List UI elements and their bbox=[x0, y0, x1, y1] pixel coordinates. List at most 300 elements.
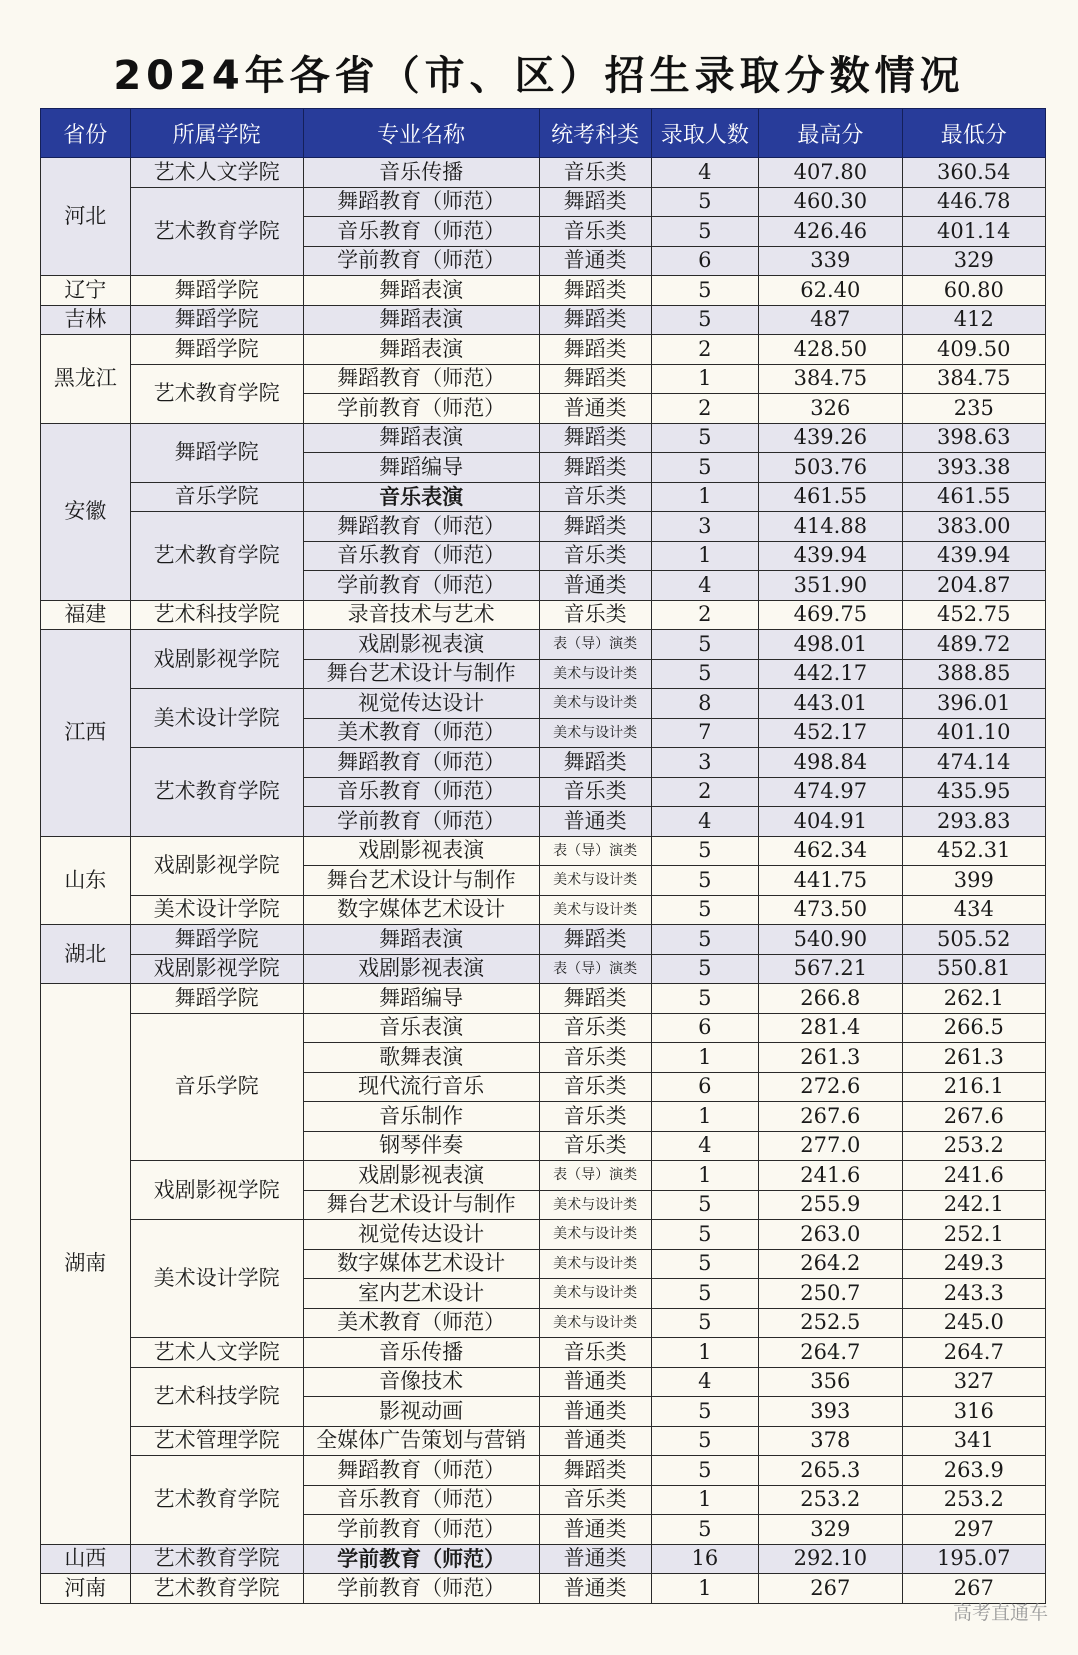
major-cell: 音乐教育（师范） bbox=[303, 541, 539, 571]
college-cell: 艺术教育学院 bbox=[130, 1456, 303, 1545]
highest-score-cell: 351.90 bbox=[759, 571, 902, 601]
major-cell: 音乐制作 bbox=[303, 1102, 539, 1132]
highest-score-cell: 407.80 bbox=[759, 158, 902, 188]
admitted-count-cell: 5 bbox=[651, 1426, 759, 1456]
admitted-count-cell: 2 bbox=[651, 335, 759, 365]
major-cell: 舞蹈编导 bbox=[303, 453, 539, 483]
admission-scores-table bbox=[40, 108, 1046, 1604]
admitted-count-cell: 5 bbox=[651, 1190, 759, 1220]
college-cell: 舞蹈学院 bbox=[130, 423, 303, 482]
table-row bbox=[41, 423, 1046, 453]
college-cell: 舞蹈学院 bbox=[130, 984, 303, 1014]
lowest-score-cell: 384.75 bbox=[902, 364, 1045, 394]
highest-score-cell: 339 bbox=[759, 246, 902, 276]
highest-score-cell: 426.46 bbox=[759, 217, 902, 247]
table-row bbox=[41, 1544, 1046, 1574]
major-cell: 钢琴伴奏 bbox=[303, 1131, 539, 1161]
lowest-score-cell: 435.95 bbox=[902, 777, 1045, 807]
lowest-score-cell: 388.85 bbox=[902, 659, 1045, 689]
admitted-count-cell: 5 bbox=[651, 659, 759, 689]
lowest-score-cell: 293.83 bbox=[902, 807, 1045, 837]
admitted-count-cell: 6 bbox=[651, 1013, 759, 1043]
college-cell: 美术设计学院 bbox=[130, 1220, 303, 1338]
exam-category-cell: 表（导）演类 bbox=[539, 954, 651, 984]
admitted-count-cell: 1 bbox=[651, 482, 759, 512]
college-cell: 美术设计学院 bbox=[130, 895, 303, 925]
lowest-score-cell: 439.94 bbox=[902, 541, 1045, 571]
lowest-score-cell: 329 bbox=[902, 246, 1045, 276]
admitted-count-cell: 1 bbox=[651, 1102, 759, 1132]
exam-category-cell: 舞蹈类 bbox=[539, 423, 651, 453]
lowest-score-cell: 341 bbox=[902, 1426, 1045, 1456]
major-cell: 现代流行音乐 bbox=[303, 1072, 539, 1102]
table-row bbox=[41, 1338, 1046, 1368]
college-cell: 音乐学院 bbox=[130, 482, 303, 512]
college-cell: 艺术科技学院 bbox=[130, 1367, 303, 1426]
province-cell: 山西 bbox=[41, 1544, 131, 1574]
admitted-count-cell: 5 bbox=[651, 984, 759, 1014]
highest-score-cell: 264.7 bbox=[759, 1338, 902, 1368]
lowest-score-cell: 327 bbox=[902, 1367, 1045, 1397]
lowest-score-cell: 252.1 bbox=[902, 1220, 1045, 1250]
major-cell: 全媒体广告策划与营销 bbox=[303, 1426, 539, 1456]
major-cell: 录音技术与艺术 bbox=[303, 600, 539, 630]
admitted-count-cell: 5 bbox=[651, 1456, 759, 1486]
highest-score-cell: 474.97 bbox=[759, 777, 902, 807]
admitted-count-cell: 7 bbox=[651, 718, 759, 748]
lowest-score-cell: 401.14 bbox=[902, 217, 1045, 247]
lowest-score-cell: 409.50 bbox=[902, 335, 1045, 365]
major-cell: 舞蹈教育（师范） bbox=[303, 748, 539, 778]
highest-score-cell: 267.6 bbox=[759, 1102, 902, 1132]
major-cell: 音乐教育（师范） bbox=[303, 217, 539, 247]
major-cell: 舞蹈表演 bbox=[303, 925, 539, 955]
major-cell: 舞蹈教育（师范） bbox=[303, 187, 539, 217]
exam-category-cell: 音乐类 bbox=[539, 217, 651, 247]
highest-score-cell: 250.7 bbox=[759, 1279, 902, 1309]
admitted-count-cell: 4 bbox=[651, 571, 759, 601]
admitted-count-cell: 5 bbox=[651, 1220, 759, 1250]
major-cell: 音乐表演 bbox=[303, 1013, 539, 1043]
table-row bbox=[41, 158, 1046, 188]
admitted-count-cell: 3 bbox=[651, 512, 759, 542]
college-cell: 音乐学院 bbox=[130, 1013, 303, 1161]
highest-score-cell: 443.01 bbox=[759, 689, 902, 719]
lowest-score-cell: 412 bbox=[902, 305, 1045, 335]
table-row bbox=[41, 1220, 1046, 1250]
exam-category-cell: 美术与设计类 bbox=[539, 1279, 651, 1309]
exam-category-cell: 普通类 bbox=[539, 1397, 651, 1427]
highest-score-cell: 255.9 bbox=[759, 1190, 902, 1220]
table-row bbox=[41, 1574, 1046, 1604]
admitted-count-cell: 5 bbox=[651, 866, 759, 896]
highest-score-cell: 441.75 bbox=[759, 866, 902, 896]
lowest-score-cell: 452.75 bbox=[902, 600, 1045, 630]
table-row bbox=[41, 512, 1046, 542]
table-row bbox=[41, 954, 1046, 984]
table-row bbox=[41, 600, 1046, 630]
table-row bbox=[41, 187, 1046, 217]
highest-score-cell: 498.01 bbox=[759, 630, 902, 660]
admitted-count-cell: 4 bbox=[651, 158, 759, 188]
exam-category-cell: 美术与设计类 bbox=[539, 1220, 651, 1250]
exam-category-cell: 舞蹈类 bbox=[539, 187, 651, 217]
highest-score-cell: 452.17 bbox=[759, 718, 902, 748]
exam-category-cell: 舞蹈类 bbox=[539, 276, 651, 306]
highest-score-cell: 378 bbox=[759, 1426, 902, 1456]
exam-category-cell: 舞蹈类 bbox=[539, 748, 651, 778]
college-cell: 美术设计学院 bbox=[130, 689, 303, 748]
exam-category-cell: 普通类 bbox=[539, 394, 651, 424]
admitted-count-cell: 16 bbox=[651, 1544, 759, 1574]
table-row bbox=[41, 836, 1046, 866]
college-cell: 艺术教育学院 bbox=[130, 187, 303, 276]
table-row bbox=[41, 482, 1046, 512]
college-cell: 艺术教育学院 bbox=[130, 1544, 303, 1574]
admitted-count-cell: 5 bbox=[651, 276, 759, 306]
admitted-count-cell: 5 bbox=[651, 954, 759, 984]
highest-score-cell: 487 bbox=[759, 305, 902, 335]
table-row bbox=[41, 925, 1046, 955]
province-cell: 湖北 bbox=[41, 925, 131, 984]
major-cell: 学前教育（师范） bbox=[303, 1574, 539, 1604]
lowest-score-cell: 242.1 bbox=[902, 1190, 1045, 1220]
header-highest-score: 最高分 bbox=[759, 109, 902, 158]
lowest-score-cell: 60.80 bbox=[902, 276, 1045, 306]
exam-category-cell: 音乐类 bbox=[539, 1102, 651, 1132]
major-cell: 室内艺术设计 bbox=[303, 1279, 539, 1309]
header-lowest-score: 最低分 bbox=[902, 109, 1045, 158]
admitted-count-cell: 6 bbox=[651, 246, 759, 276]
lowest-score-cell: 446.78 bbox=[902, 187, 1045, 217]
watermark: 高考直通车 bbox=[952, 1602, 1048, 1624]
province-cell: 山东 bbox=[41, 836, 131, 925]
lowest-score-cell: 399 bbox=[902, 866, 1045, 896]
exam-category-cell: 音乐类 bbox=[539, 1013, 651, 1043]
exam-category-cell: 美术与设计类 bbox=[539, 659, 651, 689]
admitted-count-cell: 1 bbox=[651, 1043, 759, 1073]
admitted-count-cell: 5 bbox=[651, 1279, 759, 1309]
major-cell: 学前教育（师范） bbox=[303, 807, 539, 837]
college-cell: 戏剧影视学院 bbox=[130, 954, 303, 984]
exam-category-cell: 美术与设计类 bbox=[539, 1249, 651, 1279]
province-cell: 黑龙江 bbox=[41, 335, 131, 424]
lowest-score-cell: 245.0 bbox=[902, 1308, 1045, 1338]
exam-category-cell: 普通类 bbox=[539, 1515, 651, 1545]
lowest-score-cell: 195.07 bbox=[902, 1544, 1045, 1574]
lowest-score-cell: 316 bbox=[902, 1397, 1045, 1427]
college-cell: 艺术科技学院 bbox=[130, 600, 303, 630]
major-cell: 音像技术 bbox=[303, 1367, 539, 1397]
admitted-count-cell: 8 bbox=[651, 689, 759, 719]
lowest-score-cell: 550.81 bbox=[902, 954, 1045, 984]
highest-score-cell: 503.76 bbox=[759, 453, 902, 483]
highest-score-cell: 281.4 bbox=[759, 1013, 902, 1043]
major-cell: 舞蹈表演 bbox=[303, 423, 539, 453]
admitted-count-cell: 1 bbox=[651, 1161, 759, 1191]
lowest-score-cell: 266.5 bbox=[902, 1013, 1045, 1043]
lowest-score-cell: 505.52 bbox=[902, 925, 1045, 955]
major-cell: 舞蹈教育（师范） bbox=[303, 364, 539, 394]
exam-category-cell: 普通类 bbox=[539, 1426, 651, 1456]
highest-score-cell: 404.91 bbox=[759, 807, 902, 837]
table-row bbox=[41, 1456, 1046, 1486]
lowest-score-cell: 243.3 bbox=[902, 1279, 1045, 1309]
table-row bbox=[41, 689, 1046, 719]
college-cell: 戏剧影视学院 bbox=[130, 1161, 303, 1220]
major-cell: 音乐教育（师范） bbox=[303, 1485, 539, 1515]
lowest-score-cell: 396.01 bbox=[902, 689, 1045, 719]
highest-score-cell: 384.75 bbox=[759, 364, 902, 394]
highest-score-cell: 252.5 bbox=[759, 1308, 902, 1338]
lowest-score-cell: 297 bbox=[902, 1515, 1045, 1545]
exam-category-cell: 舞蹈类 bbox=[539, 305, 651, 335]
exam-category-cell: 普通类 bbox=[539, 246, 651, 276]
major-cell: 舞蹈编导 bbox=[303, 984, 539, 1014]
province-cell: 湖南 bbox=[41, 984, 131, 1545]
table-row bbox=[41, 276, 1046, 306]
admitted-count-cell: 1 bbox=[651, 1485, 759, 1515]
lowest-score-cell: 434 bbox=[902, 895, 1045, 925]
highest-score-cell: 540.90 bbox=[759, 925, 902, 955]
major-cell: 视觉传达设计 bbox=[303, 1220, 539, 1250]
major-cell: 学前教育（师范） bbox=[303, 571, 539, 601]
province-cell: 河北 bbox=[41, 158, 131, 276]
admitted-count-cell: 4 bbox=[651, 807, 759, 837]
table-row bbox=[41, 335, 1046, 365]
table-header-row bbox=[41, 109, 1046, 158]
major-cell: 舞台艺术设计与制作 bbox=[303, 659, 539, 689]
highest-score-cell: 263.0 bbox=[759, 1220, 902, 1250]
exam-category-cell: 音乐类 bbox=[539, 1043, 651, 1073]
exam-category-cell: 音乐类 bbox=[539, 600, 651, 630]
major-cell: 舞蹈教育（师范） bbox=[303, 512, 539, 542]
exam-category-cell: 表（导）演类 bbox=[539, 1161, 651, 1191]
exam-category-cell: 美术与设计类 bbox=[539, 1190, 651, 1220]
major-cell: 音乐传播 bbox=[303, 1338, 539, 1368]
header-exam-category: 统考科类 bbox=[539, 109, 651, 158]
highest-score-cell: 62.40 bbox=[759, 276, 902, 306]
major-cell: 影视动画 bbox=[303, 1397, 539, 1427]
lowest-score-cell: 216.1 bbox=[902, 1072, 1045, 1102]
college-cell: 戏剧影视学院 bbox=[130, 630, 303, 689]
lowest-score-cell: 261.3 bbox=[902, 1043, 1045, 1073]
exam-category-cell: 音乐类 bbox=[539, 158, 651, 188]
exam-category-cell: 普通类 bbox=[539, 807, 651, 837]
major-cell: 美术教育（师范） bbox=[303, 1308, 539, 1338]
exam-category-cell: 音乐类 bbox=[539, 1485, 651, 1515]
major-cell: 学前教育（师范） bbox=[303, 1515, 539, 1545]
table-row bbox=[41, 1013, 1046, 1043]
major-cell: 戏剧影视表演 bbox=[303, 1161, 539, 1191]
highest-score-cell: 277.0 bbox=[759, 1131, 902, 1161]
lowest-score-cell: 398.63 bbox=[902, 423, 1045, 453]
lowest-score-cell: 461.55 bbox=[902, 482, 1045, 512]
admitted-count-cell: 5 bbox=[651, 1397, 759, 1427]
exam-category-cell: 音乐类 bbox=[539, 482, 651, 512]
highest-score-cell: 460.30 bbox=[759, 187, 902, 217]
admitted-count-cell: 4 bbox=[651, 1131, 759, 1161]
major-cell: 舞蹈教育（师范） bbox=[303, 1456, 539, 1486]
highest-score-cell: 439.26 bbox=[759, 423, 902, 453]
college-cell: 艺术管理学院 bbox=[130, 1426, 303, 1456]
admitted-count-cell: 5 bbox=[651, 453, 759, 483]
highest-score-cell: 428.50 bbox=[759, 335, 902, 365]
table-row bbox=[41, 1161, 1046, 1191]
college-cell: 戏剧影视学院 bbox=[130, 836, 303, 895]
exam-category-cell: 舞蹈类 bbox=[539, 925, 651, 955]
college-cell: 艺术教育学院 bbox=[130, 364, 303, 423]
admitted-count-cell: 2 bbox=[651, 394, 759, 424]
table-row bbox=[41, 364, 1046, 394]
admitted-count-cell: 5 bbox=[651, 187, 759, 217]
major-cell: 数字媒体艺术设计 bbox=[303, 895, 539, 925]
lowest-score-cell: 253.2 bbox=[902, 1485, 1045, 1515]
lowest-score-cell: 235 bbox=[902, 394, 1045, 424]
lowest-score-cell: 262.1 bbox=[902, 984, 1045, 1014]
lowest-score-cell: 204.87 bbox=[902, 571, 1045, 601]
major-cell: 学前教育（师范） bbox=[303, 246, 539, 276]
exam-category-cell: 舞蹈类 bbox=[539, 512, 651, 542]
table-row bbox=[41, 1367, 1046, 1397]
lowest-score-cell: 401.10 bbox=[902, 718, 1045, 748]
exam-category-cell: 音乐类 bbox=[539, 1131, 651, 1161]
province-cell: 吉林 bbox=[41, 305, 131, 335]
highest-score-cell: 253.2 bbox=[759, 1485, 902, 1515]
highest-score-cell: 439.94 bbox=[759, 541, 902, 571]
exam-category-cell: 舞蹈类 bbox=[539, 364, 651, 394]
highest-score-cell: 326 bbox=[759, 394, 902, 424]
college-cell: 艺术教育学院 bbox=[130, 512, 303, 601]
major-cell: 音乐教育（师范） bbox=[303, 777, 539, 807]
lowest-score-cell: 267.6 bbox=[902, 1102, 1045, 1132]
highest-score-cell: 498.84 bbox=[759, 748, 902, 778]
table-row bbox=[41, 748, 1046, 778]
admitted-count-cell: 5 bbox=[651, 1249, 759, 1279]
province-cell: 安徽 bbox=[41, 423, 131, 600]
major-cell: 舞蹈表演 bbox=[303, 276, 539, 306]
college-cell: 舞蹈学院 bbox=[130, 305, 303, 335]
exam-category-cell: 舞蹈类 bbox=[539, 453, 651, 483]
college-cell: 艺术人文学院 bbox=[130, 158, 303, 188]
major-cell: 学前教育（师范） bbox=[303, 394, 539, 424]
table-row bbox=[41, 305, 1046, 335]
highest-score-cell: 329 bbox=[759, 1515, 902, 1545]
header-college: 所属学院 bbox=[130, 109, 303, 158]
highest-score-cell: 473.50 bbox=[759, 895, 902, 925]
exam-category-cell: 音乐类 bbox=[539, 1338, 651, 1368]
province-cell: 福建 bbox=[41, 600, 131, 630]
highest-score-cell: 567.21 bbox=[759, 954, 902, 984]
major-cell: 歌舞表演 bbox=[303, 1043, 539, 1073]
admitted-count-cell: 5 bbox=[651, 217, 759, 247]
exam-category-cell: 表（导）演类 bbox=[539, 630, 651, 660]
exam-category-cell: 美术与设计类 bbox=[539, 718, 651, 748]
admitted-count-cell: 1 bbox=[651, 1338, 759, 1368]
highest-score-cell: 393 bbox=[759, 1397, 902, 1427]
admitted-count-cell: 5 bbox=[651, 836, 759, 866]
college-cell: 舞蹈学院 bbox=[130, 276, 303, 306]
major-cell: 美术教育（师范） bbox=[303, 718, 539, 748]
lowest-score-cell: 249.3 bbox=[902, 1249, 1045, 1279]
admitted-count-cell: 5 bbox=[651, 895, 759, 925]
admitted-count-cell: 6 bbox=[651, 1072, 759, 1102]
highest-score-cell: 266.8 bbox=[759, 984, 902, 1014]
highest-score-cell: 292.10 bbox=[759, 1544, 902, 1574]
college-cell: 艺术人文学院 bbox=[130, 1338, 303, 1368]
lowest-score-cell: 267 bbox=[902, 1574, 1045, 1604]
lowest-score-cell: 253.2 bbox=[902, 1131, 1045, 1161]
highest-score-cell: 267 bbox=[759, 1574, 902, 1604]
major-cell: 学前教育（师范） bbox=[303, 1544, 539, 1574]
admitted-count-cell: 1 bbox=[651, 541, 759, 571]
admitted-count-cell: 5 bbox=[651, 1515, 759, 1545]
lowest-score-cell: 360.54 bbox=[902, 158, 1045, 188]
exam-category-cell: 舞蹈类 bbox=[539, 335, 651, 365]
major-cell: 舞蹈表演 bbox=[303, 305, 539, 335]
college-cell: 舞蹈学院 bbox=[130, 335, 303, 365]
highest-score-cell: 469.75 bbox=[759, 600, 902, 630]
major-cell: 音乐表演 bbox=[303, 482, 539, 512]
exam-category-cell: 美术与设计类 bbox=[539, 1308, 651, 1338]
lowest-score-cell: 263.9 bbox=[902, 1456, 1045, 1486]
highest-score-cell: 241.6 bbox=[759, 1161, 902, 1191]
major-cell: 音乐传播 bbox=[303, 158, 539, 188]
exam-category-cell: 普通类 bbox=[539, 1367, 651, 1397]
exam-category-cell: 舞蹈类 bbox=[539, 1456, 651, 1486]
highest-score-cell: 442.17 bbox=[759, 659, 902, 689]
lowest-score-cell: 452.31 bbox=[902, 836, 1045, 866]
lowest-score-cell: 474.14 bbox=[902, 748, 1045, 778]
province-cell: 江西 bbox=[41, 630, 131, 837]
lowest-score-cell: 393.38 bbox=[902, 453, 1045, 483]
admitted-count-cell: 3 bbox=[651, 748, 759, 778]
header-major: 专业名称 bbox=[303, 109, 539, 158]
highest-score-cell: 261.3 bbox=[759, 1043, 902, 1073]
college-cell: 舞蹈学院 bbox=[130, 925, 303, 955]
admitted-count-cell: 1 bbox=[651, 364, 759, 394]
highest-score-cell: 264.2 bbox=[759, 1249, 902, 1279]
exam-category-cell: 表（导）演类 bbox=[539, 836, 651, 866]
admitted-count-cell: 5 bbox=[651, 925, 759, 955]
province-cell: 河南 bbox=[41, 1574, 131, 1604]
admitted-count-cell: 5 bbox=[651, 305, 759, 335]
highest-score-cell: 414.88 bbox=[759, 512, 902, 542]
major-cell: 舞台艺术设计与制作 bbox=[303, 1190, 539, 1220]
lowest-score-cell: 489.72 bbox=[902, 630, 1045, 660]
exam-category-cell: 美术与设计类 bbox=[539, 895, 651, 925]
highest-score-cell: 265.3 bbox=[759, 1456, 902, 1486]
table-row bbox=[41, 1426, 1046, 1456]
province-cell: 辽宁 bbox=[41, 276, 131, 306]
exam-category-cell: 音乐类 bbox=[539, 777, 651, 807]
exam-category-cell: 音乐类 bbox=[539, 1072, 651, 1102]
exam-category-cell: 普通类 bbox=[539, 1574, 651, 1604]
college-cell: 艺术教育学院 bbox=[130, 1574, 303, 1604]
major-cell: 戏剧影视表演 bbox=[303, 836, 539, 866]
exam-category-cell: 音乐类 bbox=[539, 541, 651, 571]
highest-score-cell: 356 bbox=[759, 1367, 902, 1397]
exam-category-cell: 普通类 bbox=[539, 1544, 651, 1574]
highest-score-cell: 272.6 bbox=[759, 1072, 902, 1102]
admitted-count-cell: 2 bbox=[651, 600, 759, 630]
header-province: 省份 bbox=[41, 109, 131, 158]
college-cell: 艺术教育学院 bbox=[130, 748, 303, 837]
exam-category-cell: 美术与设计类 bbox=[539, 866, 651, 896]
admitted-count-cell: 4 bbox=[651, 1367, 759, 1397]
lowest-score-cell: 241.6 bbox=[902, 1161, 1045, 1191]
major-cell: 戏剧影视表演 bbox=[303, 954, 539, 984]
